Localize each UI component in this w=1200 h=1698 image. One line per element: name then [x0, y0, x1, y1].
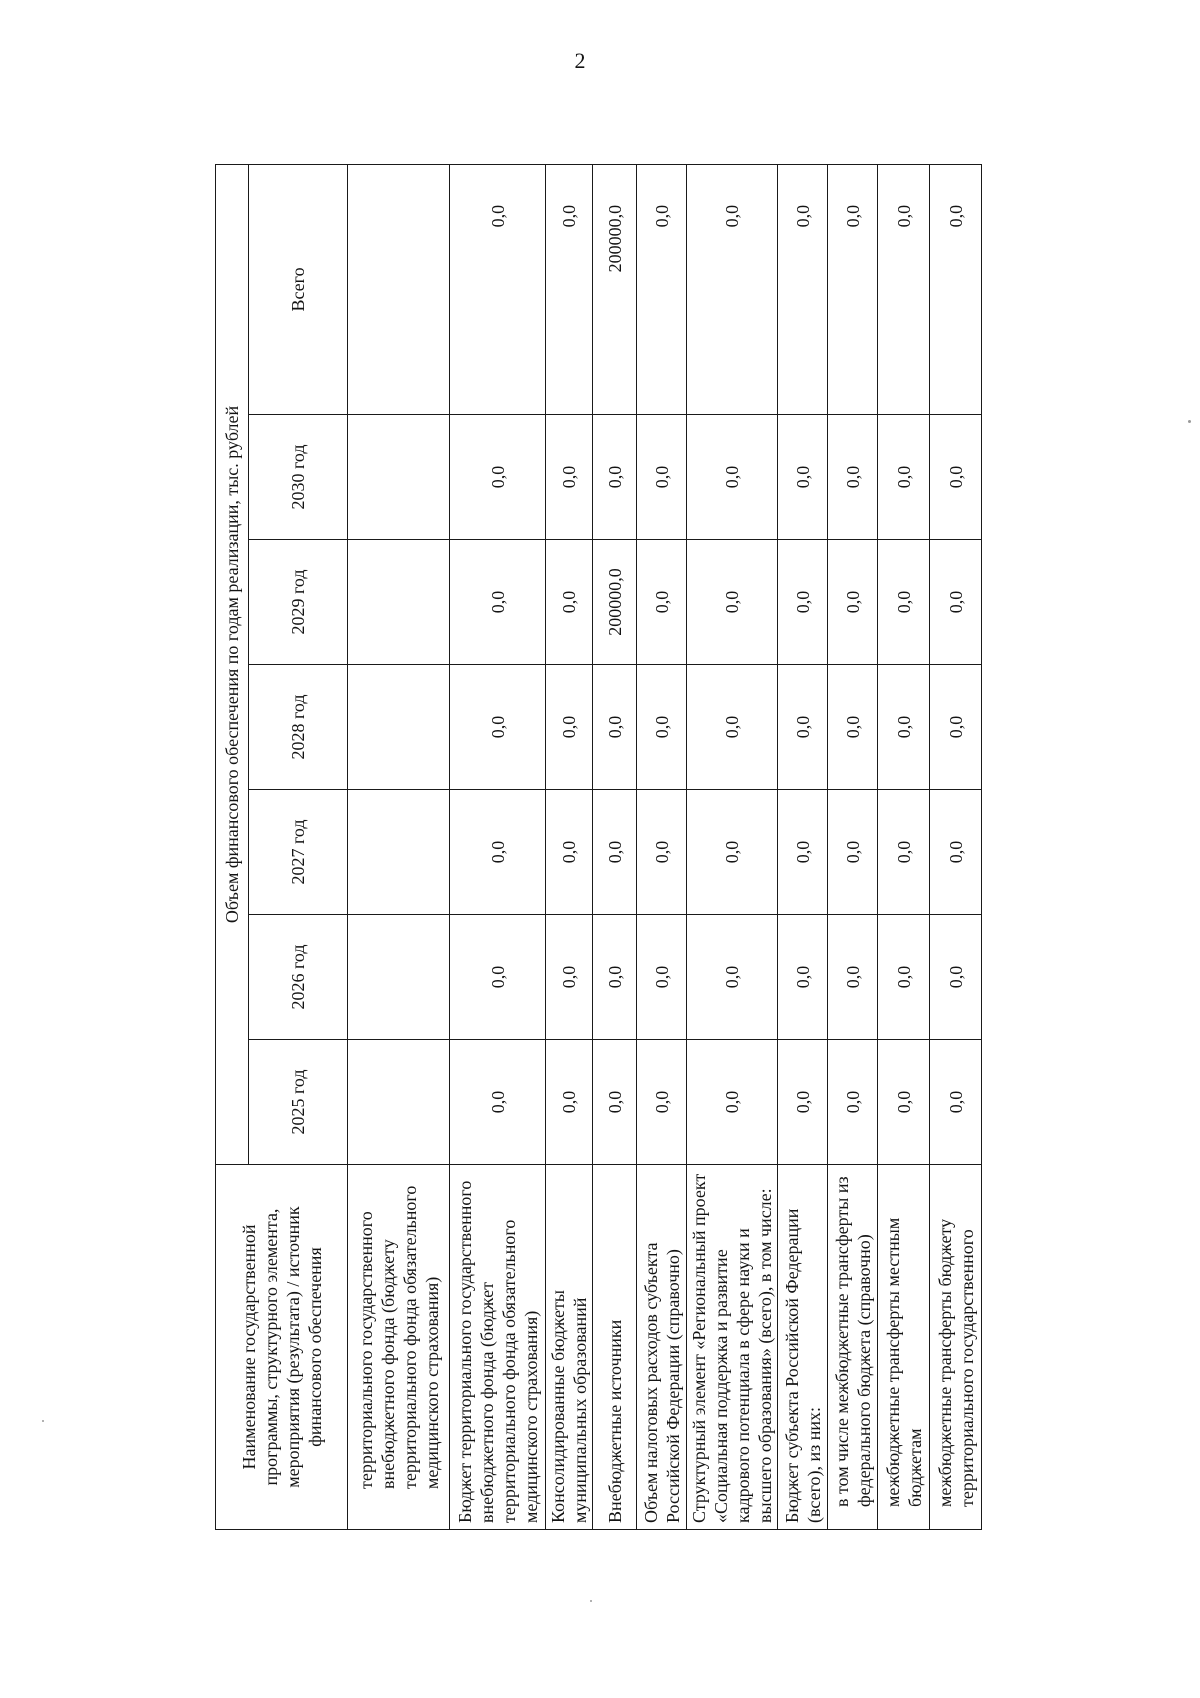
- table-row: [637, 164, 687, 1529]
- row-label: в том числе межбюджетные трансферты из федерального бюджета (справочно): [828, 1165, 878, 1530]
- cell-2027: 0,0: [637, 790, 687, 915]
- cell-2025: 0,0: [930, 1040, 982, 1165]
- header-financing-group: Объем финансового обеспечения по годам реализации, тыс. рублей: [216, 164, 249, 1164]
- header-year-2027: 2027 год: [249, 790, 348, 915]
- scan-speck: [590, 1600, 592, 1602]
- cell-2029: 0,0: [930, 540, 982, 665]
- cell-total: 0,0: [546, 164, 593, 414]
- cell-2025: 0,0: [687, 1040, 778, 1165]
- cell-2029: [348, 540, 450, 665]
- cell-2025: 0,0: [778, 1040, 828, 1165]
- rotated-table-container: [215, 165, 1050, 1530]
- cell-2029: 0,0: [687, 540, 778, 665]
- cell-2026: 0,0: [450, 915, 546, 1040]
- cell-total: [348, 164, 450, 414]
- header-year-2030: 2030 год: [249, 415, 348, 540]
- row-label: Бюджет территориального государственного внебюджетного фонда (бюджет территориального фонда обязательного медицинского страхования): [450, 1165, 546, 1530]
- cell-2025: 0,0: [450, 1040, 546, 1165]
- cell-2030: 0,0: [828, 415, 878, 540]
- row-label: Внебюджетные источники: [593, 1165, 637, 1530]
- cell-2029: 0,0: [778, 540, 828, 665]
- table-row: [930, 164, 982, 1529]
- row-label: межбюджетные трансферты бюджету территориального государственного: [930, 1165, 982, 1530]
- table-row: [878, 164, 930, 1529]
- cell-total: 0,0: [450, 164, 546, 414]
- header-year-2025: 2025 год: [249, 1040, 348, 1165]
- header-name-column: Наименование государственной программы, структурного элемента, мероприятия (результата) / источник финансового обеспечения: [216, 1165, 348, 1530]
- cell-2026: 0,0: [546, 915, 593, 1040]
- cell-2030: 0,0: [878, 415, 930, 540]
- cell-2027: 0,0: [878, 790, 930, 915]
- cell-2026: 0,0: [930, 915, 982, 1040]
- cell-2029: 200000,0: [593, 540, 637, 665]
- table-row: [778, 164, 828, 1529]
- cell-2030: 0,0: [930, 415, 982, 540]
- cell-2029: 0,0: [546, 540, 593, 665]
- cell-total: 0,0: [828, 164, 878, 414]
- cell-2026: 0,0: [637, 915, 687, 1040]
- cell-2025: 0,0: [593, 1040, 637, 1165]
- table-row: [450, 164, 546, 1529]
- cell-2026: 0,0: [878, 915, 930, 1040]
- cell-2027: 0,0: [828, 790, 878, 915]
- cell-2026: [348, 915, 450, 1040]
- cell-2030: 0,0: [687, 415, 778, 540]
- cell-total: 0,0: [687, 164, 778, 414]
- scan-speck: [1188, 420, 1191, 423]
- cell-2029: 0,0: [450, 540, 546, 665]
- financing-table: [215, 164, 982, 1530]
- cell-2030: 0,0: [637, 415, 687, 540]
- table-row: [593, 164, 637, 1529]
- table-row: [687, 164, 778, 1529]
- cell-2027: 0,0: [778, 790, 828, 915]
- cell-2026: 0,0: [593, 915, 637, 1040]
- cell-2028: 0,0: [878, 665, 930, 790]
- table-row: [546, 164, 593, 1529]
- cell-2025: [348, 1040, 450, 1165]
- cell-2026: 0,0: [687, 915, 778, 1040]
- cell-total: 0,0: [878, 164, 930, 414]
- cell-2028: 0,0: [778, 665, 828, 790]
- cell-2027: 0,0: [930, 790, 982, 915]
- cell-2028: 0,0: [828, 665, 878, 790]
- row-label: Бюджет субъекта Российской Федерации (всего), из них:: [778, 1165, 828, 1530]
- page-number: 2: [574, 48, 586, 73]
- cell-2026: 0,0: [778, 915, 828, 1040]
- cell-2026: 0,0: [828, 915, 878, 1040]
- cell-2028: 0,0: [930, 665, 982, 790]
- header-year-2026: 2026 год: [249, 915, 348, 1040]
- cell-2030: 0,0: [778, 415, 828, 540]
- cell-total: 0,0: [930, 164, 982, 414]
- cell-2025: 0,0: [637, 1040, 687, 1165]
- cell-total: 0,0: [637, 164, 687, 414]
- cell-total: 200000,0: [593, 164, 637, 414]
- cell-2025: 0,0: [546, 1040, 593, 1165]
- cell-2025: 0,0: [828, 1040, 878, 1165]
- cell-2027: 0,0: [687, 790, 778, 915]
- cell-2028: 0,0: [593, 665, 637, 790]
- cell-2028: 0,0: [546, 665, 593, 790]
- cell-2027: 0,0: [450, 790, 546, 915]
- cell-2028: [348, 665, 450, 790]
- scan-speck: [42, 1420, 44, 1422]
- row-label: Структурный элемент «Региональный проект «Социальная поддержка и развитие кадрового потенциала в сфере науки и высшего образования» (всего), в том числе:: [687, 1165, 778, 1530]
- cell-total: 0,0: [778, 164, 828, 414]
- cell-2029: 0,0: [637, 540, 687, 665]
- table-row: [348, 164, 450, 1529]
- cell-2025: 0,0: [878, 1040, 930, 1165]
- cell-2030: 0,0: [546, 415, 593, 540]
- row-label: межбюджетные трансферты местным бюджетам: [878, 1165, 930, 1530]
- row-label: Объем налоговых расходов субъекта Российской Федерации (справочно): [637, 1165, 687, 1530]
- cell-2028: 0,0: [637, 665, 687, 790]
- row-label: Консолидированные бюджеты муниципальных образований: [546, 1165, 593, 1530]
- header-total: Всего: [249, 164, 348, 414]
- header-year-2028: 2028 год: [249, 665, 348, 790]
- table-row: [828, 164, 878, 1529]
- cell-2028: 0,0: [450, 665, 546, 790]
- cell-2030: 0,0: [450, 415, 546, 540]
- cell-2030: 0,0: [593, 415, 637, 540]
- cell-2029: 0,0: [878, 540, 930, 665]
- cell-2028: 0,0: [687, 665, 778, 790]
- header-year-2029: 2029 год: [249, 540, 348, 665]
- cell-2029: 0,0: [828, 540, 878, 665]
- cell-2027: 0,0: [593, 790, 637, 915]
- cell-2027: [348, 790, 450, 915]
- cell-2030: [348, 415, 450, 540]
- row-label: территориального государственного внебюджетного фонда (бюджету территориального фонда обязательного медицинского страхования): [348, 1165, 450, 1530]
- cell-2027: 0,0: [546, 790, 593, 915]
